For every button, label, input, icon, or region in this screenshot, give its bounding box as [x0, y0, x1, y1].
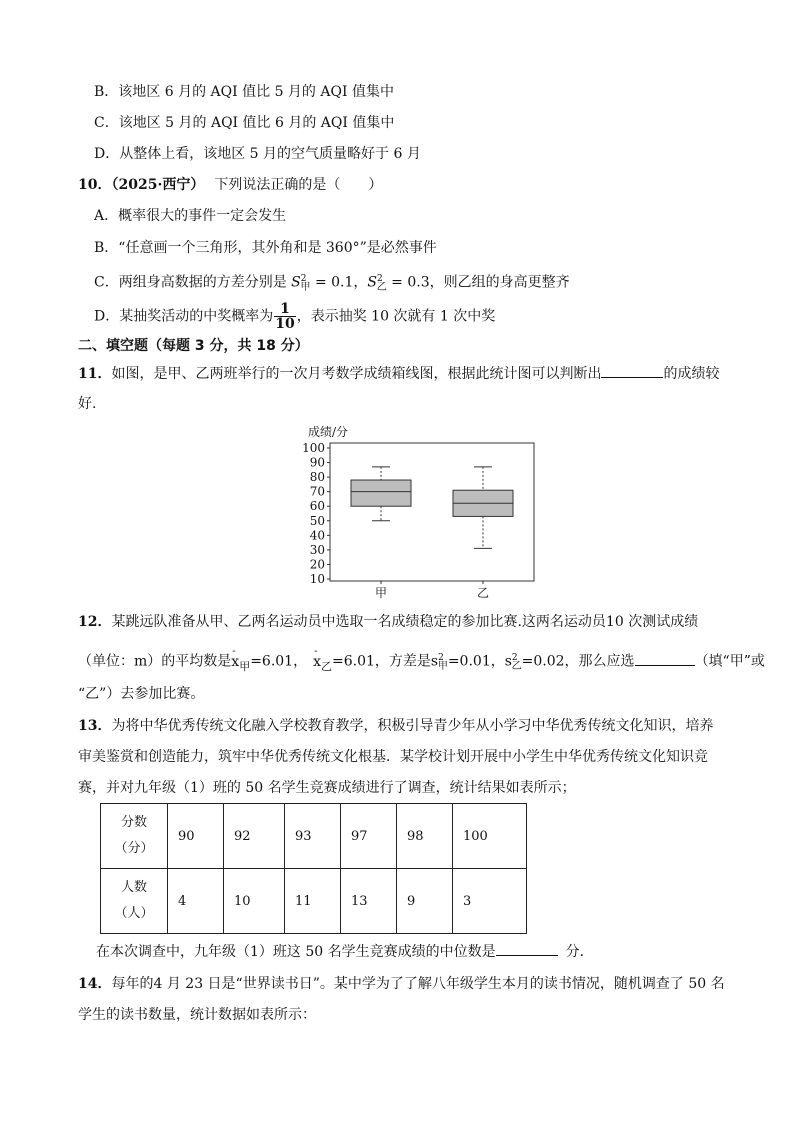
variance-value: = 0.3，则乙组的身高更整齐	[386, 274, 570, 291]
table-cell: 9	[397, 869, 453, 934]
header-text: 分数	[120, 815, 147, 830]
q11-text: 如图，是甲、乙两班举行的一次月考数学成绩箱线图，根据此统计图可以判断出	[111, 366, 602, 382]
variance-symbol: S	[291, 274, 301, 291]
box-jia	[351, 467, 411, 521]
table-cell: 90	[168, 804, 224, 869]
q11-text-end: 的成绩较	[663, 366, 720, 382]
y-tick-label: 10	[309, 572, 325, 586]
mean-symbol: - $x_甲$	[231, 645, 251, 673]
q12-text: 某跳远队准备从甲、乙两名运动员中选取一名成绩稳定的参加比赛.这两名运动员10 次测试成绩	[111, 614, 699, 630]
variance-value: = 0.1，	[310, 274, 368, 291]
q12-text: =0.02，那么应选	[521, 653, 635, 670]
variance-symbol: S	[367, 274, 377, 291]
table-cell: 92	[224, 804, 285, 869]
y-tick-label: 50	[309, 513, 325, 528]
q12-line3: “乙”）去参加比赛。	[78, 686, 205, 702]
table-row	[101, 804, 527, 869]
q13-line3: 赛，并对九年级（1）班的 50 名学生竞赛成绩进行了调查，统计结果如表所示；	[78, 780, 576, 796]
q9-option-c: C．该地区 5 月的 AQI 值比 6 月的 AQI 值集中	[94, 115, 395, 131]
q13-question	[96, 941, 594, 962]
boxplot-chart	[300, 418, 540, 603]
y-tick-label: 90	[309, 455, 325, 470]
x-category-label: 乙	[476, 586, 490, 600]
iqr-box	[351, 480, 411, 506]
y-tick-label: 20	[309, 557, 325, 572]
fraction	[274, 302, 295, 331]
q10-option-c: C．两组身高数据的方差分别是 $S^2_甲 = 0.1$，$S^2_乙 = 0.3$，则乙组的身高更整齐	[94, 274, 570, 294]
variance-subscript: 甲	[437, 661, 448, 673]
q10-d-text: D．某抽奖活动的中奖概率为	[94, 308, 274, 325]
table-header-cell	[101, 869, 168, 934]
q13-text: 为将中华优秀传统文化融入学校教育教学，积极引导青少年从小学习中华优秀传统文化知识，培养	[111, 718, 714, 734]
q10-stem	[78, 175, 382, 195]
y-tick-label: 70	[309, 484, 325, 499]
variance-superscript: 2	[438, 653, 444, 663]
answer-blank[interactable]	[601, 363, 663, 378]
table-cell: 100	[453, 804, 527, 869]
variance-superscript: 2	[511, 653, 518, 663]
fraction-denominator: 10	[275, 316, 295, 332]
table-cell: 3	[453, 869, 527, 934]
y-tick-label: 80	[309, 470, 325, 485]
q9-option-d: D．从整体上看，该地区 5 月的空气质量略好于 6 月	[94, 146, 421, 162]
question-number: 11．	[78, 366, 112, 382]
mean-x: x	[313, 653, 321, 670]
question-source: （2025·西宁）	[111, 177, 205, 193]
q10-option-a: A．概率很大的事件一定会发生	[94, 208, 287, 224]
q10-option-d	[94, 302, 495, 331]
q13-line1	[78, 716, 713, 736]
mean-value: =6.01，	[250, 653, 308, 670]
answer-blank[interactable]	[635, 651, 695, 666]
q12-text: （单位：m）的平均数是	[78, 653, 232, 670]
score-table	[100, 803, 527, 934]
table-cell: 11	[285, 869, 341, 934]
q14-line2: 学生的读书数量，统计数据如表所示：	[78, 1007, 316, 1023]
variance-subscript: 甲	[300, 282, 311, 294]
q12-line2	[78, 645, 765, 677]
q11-line2: 好.	[78, 396, 97, 412]
q9-option-b: B．该地区 6 月的 AQI 值比 5 月的 AQI 值集中	[94, 84, 394, 100]
x-category-label: 甲	[374, 586, 388, 600]
q13-text-end: 分．	[565, 944, 594, 960]
question-number: 12．	[78, 614, 112, 630]
table-cell: 4	[168, 869, 224, 934]
q14-line1	[78, 974, 725, 994]
y-tick-label: 30	[309, 542, 325, 557]
mean-symbol: - $x_乙$	[313, 645, 332, 673]
q10-c-text: C．两组身高数据的方差分别是	[94, 274, 292, 291]
answer-blank[interactable]	[496, 941, 558, 956]
q11-line1	[78, 363, 719, 384]
table-cell: 10	[224, 869, 285, 934]
q14-text: 每年的4 月 23 日是“世界读书日”。某中学为了了解八年级学生本月的读书情况，随机调查了 50 名	[111, 976, 725, 992]
y-axis-label: 成绩/分	[308, 425, 349, 439]
q13-text: 在本次调查中，九年级（1）班这 50 名学生竞赛成绩的中位数是	[96, 944, 496, 960]
box-yi	[453, 467, 513, 549]
section-title: 二、填空题（每题 3 分，共 18 分）	[78, 338, 309, 354]
y-tick-label: 60	[309, 499, 325, 514]
question-number: 10．	[78, 177, 112, 193]
y-tick-label: 100	[302, 441, 325, 455]
q12-line1	[78, 612, 698, 632]
mean-subscript: 乙	[321, 659, 332, 673]
header-unit: （人）	[114, 906, 154, 921]
y-tick-label: 40	[309, 528, 325, 543]
q13-line2: 审美鉴赏和创造能力，筑牢中华优秀传统文化根基．某学校计划开展中小学生中华优秀传统文化知识竞	[78, 749, 708, 765]
table-row	[101, 869, 527, 934]
q10-option-b: B．“任意画一个三角形，其外角和是 360°”是必然事件	[94, 240, 437, 256]
variance-subscript: 乙	[376, 282, 387, 294]
variance-subscript: 乙	[511, 661, 522, 673]
table-cell: 97	[341, 804, 397, 869]
question-number: 13．	[78, 718, 112, 734]
mean-x: x	[231, 653, 240, 670]
question-number: 14．	[78, 976, 112, 992]
table-cell: 93	[285, 804, 341, 869]
header-unit: （分）	[114, 841, 154, 856]
table-header-cell	[101, 804, 168, 869]
variance-symbol: s	[504, 653, 512, 670]
table-cell: 13	[341, 869, 397, 934]
mean-subscript: 甲	[239, 659, 251, 673]
table-cell: 98	[397, 804, 453, 869]
q12-text-end: （填“甲”或	[694, 653, 765, 670]
variance-value: =0.01，	[447, 653, 505, 670]
variance-symbol: s	[430, 653, 439, 670]
header-text: 人数	[120, 880, 147, 895]
q10-stem-text: 下列说法正确的是（ ）	[214, 177, 383, 193]
fraction-numerator: 1	[274, 302, 295, 317]
q10-d-text-end: ，表示抽奖 10 次就有 1 次中奖	[296, 308, 496, 325]
q12-text: =6.01，方差是	[332, 653, 431, 670]
